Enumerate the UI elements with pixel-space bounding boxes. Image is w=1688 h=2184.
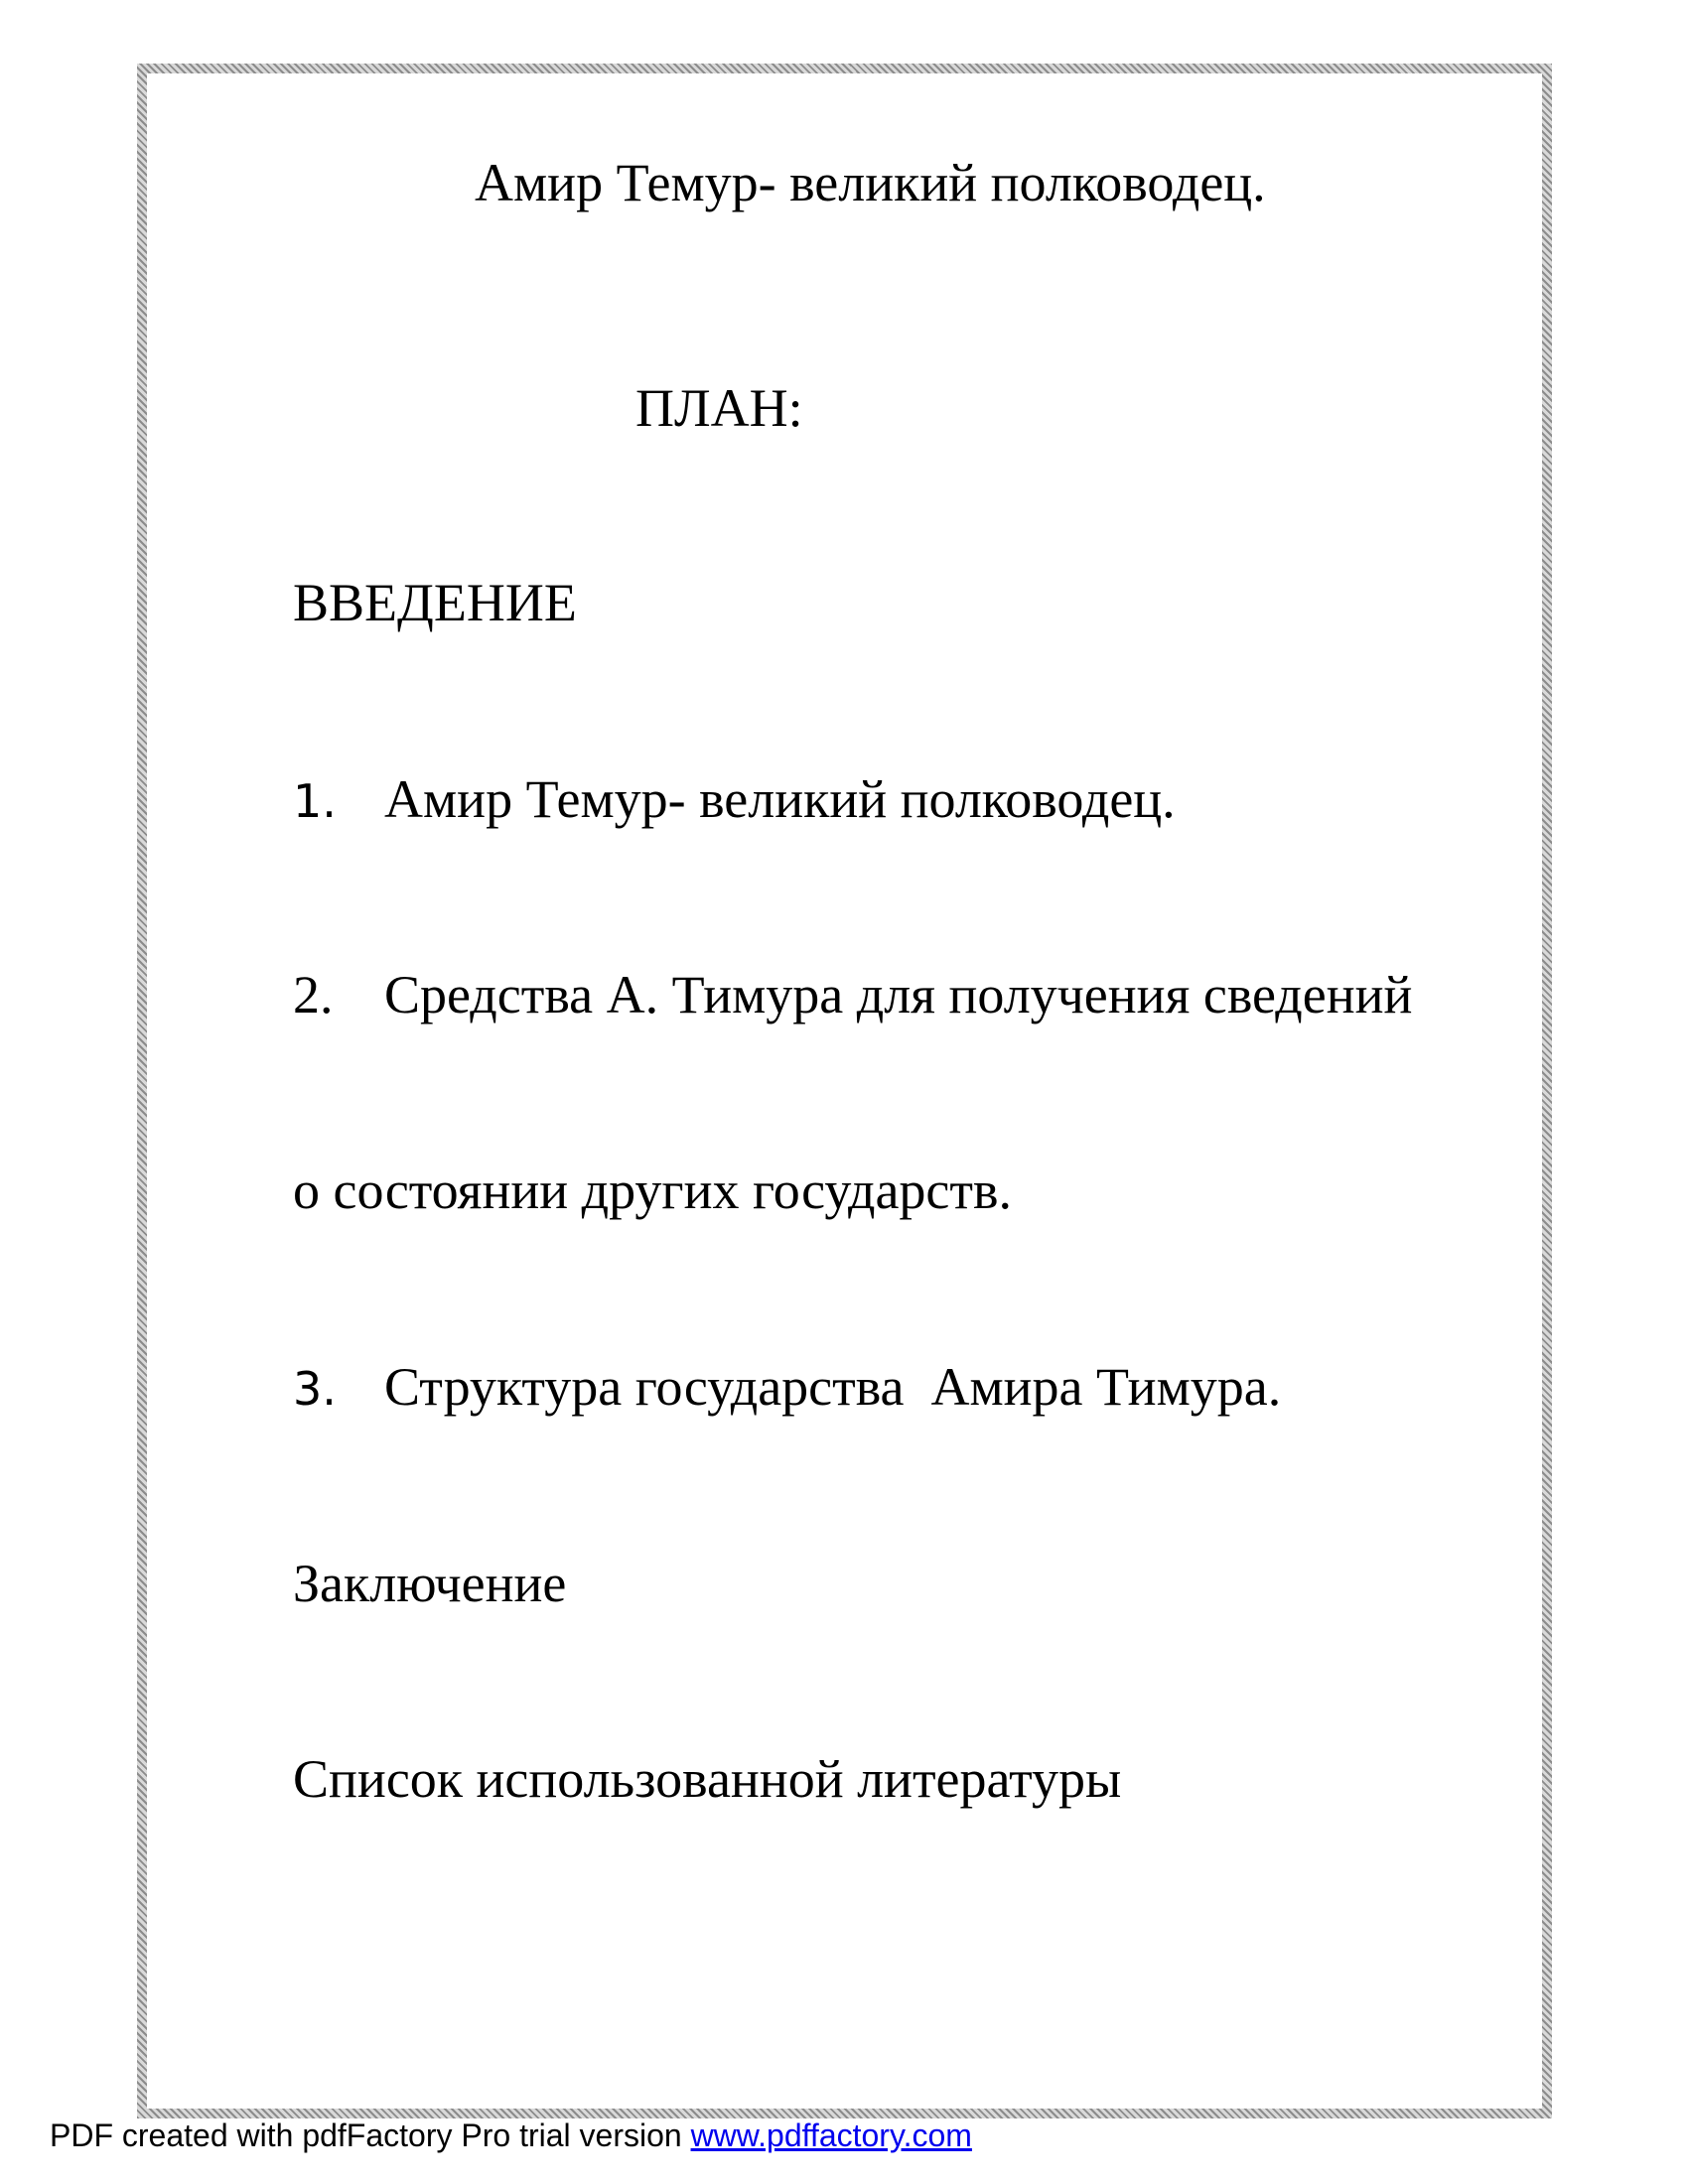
plan-item-3 — [293, 1357, 1282, 1417]
document-title: Амир Темур- великий полководец. — [475, 153, 1266, 212]
plan-item-text: ВВЕДЕНИЕ — [293, 573, 577, 632]
plan-item-2-continuation — [293, 1160, 1012, 1220]
plan-item-bibliography — [293, 1749, 1122, 1809]
pdf-footer — [50, 2117, 972, 2154]
page-border — [137, 64, 1552, 2118]
plan-item-number: 1. — [293, 774, 337, 828]
footer-link[interactable]: www.pdffactory.com — [690, 2117, 972, 2153]
plan-item-text: о состоянии других государств. — [293, 1160, 1012, 1220]
plan-item-text: Амир Темур- великий полководец. — [384, 769, 1176, 829]
plan-item-text: Заключение — [293, 1554, 567, 1613]
plan-item-introduction — [293, 573, 577, 632]
plan-item-number: 2. — [293, 965, 334, 1024]
plan-item-number: 3. — [293, 1362, 337, 1416]
plan-item-text: Структура государства Амира Тимура. — [384, 1357, 1282, 1417]
plan-item-text: Средства А. Тимура для получения сведений — [384, 965, 1413, 1024]
plan-heading: ПЛАН: — [635, 378, 803, 438]
plan-item-2 — [293, 965, 1413, 1024]
plan-item-text: Список использованной литературы — [293, 1749, 1122, 1809]
plan-item-conclusion — [293, 1554, 567, 1613]
plan-item-1 — [293, 769, 1176, 829]
footer-text: PDF created with pdfFactory Pro trial version — [50, 2117, 691, 2153]
